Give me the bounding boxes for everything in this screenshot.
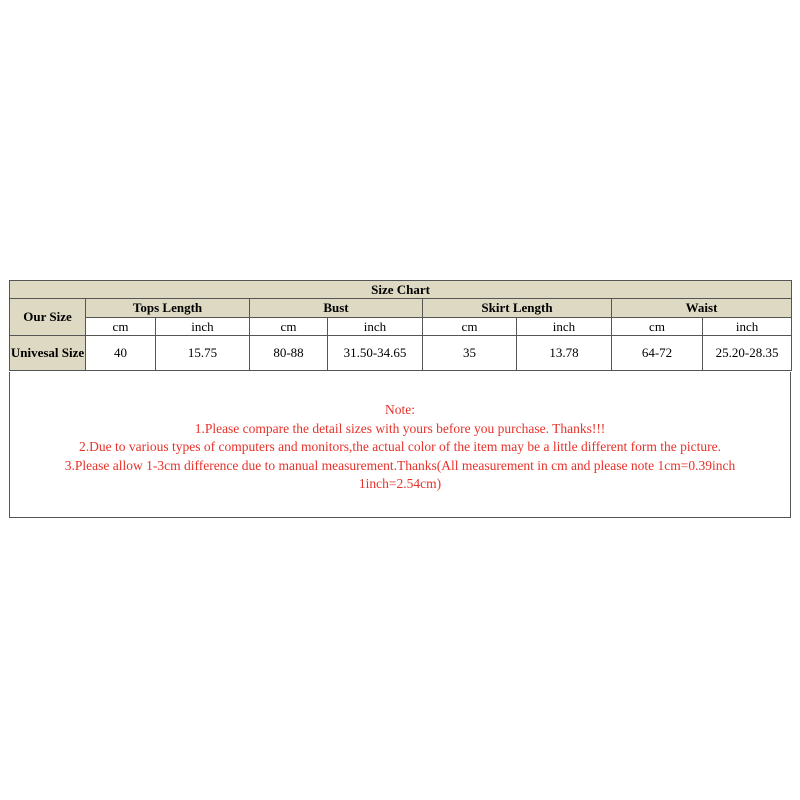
our-size-header: Our Size <box>10 299 86 336</box>
note-heading: Note: <box>385 402 415 417</box>
unit-header: cm <box>423 318 517 336</box>
group-header-waist: Waist <box>612 299 792 318</box>
value-cell: 80-88 <box>250 336 328 371</box>
unit-header: cm <box>86 318 156 336</box>
note-line: 3.Please allow 1-3cm difference due to manual measurement.Thanks(All measurement in cm and please note 1cm=0.39inch <box>64 457 736 473</box>
value-cell: 40 <box>86 336 156 371</box>
value-cell: 25.20-28.35 <box>703 336 792 371</box>
size-name-cell: Univesal Size <box>10 336 86 371</box>
note-line: 2.Due to various types of computers and monitors,the actual color of the item may be a little different form the picture. <box>79 439 721 454</box>
note-line: 1.Please compare the detail sizes with yours before you purchase. Thanks!!! <box>194 420 606 436</box>
value-cell: 35 <box>423 336 517 371</box>
table-row <box>10 336 792 371</box>
note-box <box>9 372 791 518</box>
size-chart-table <box>9 280 792 371</box>
unit-header: cm <box>250 318 328 336</box>
note-line: 1inch=2.54cm) <box>358 476 442 491</box>
unit-header: inch <box>328 318 423 336</box>
value-cell: 15.75 <box>156 336 250 371</box>
unit-header: inch <box>703 318 792 336</box>
unit-header: inch <box>517 318 612 336</box>
size-chart <box>9 280 791 371</box>
unit-header: cm <box>612 318 703 336</box>
group-header-skirt-length: Skirt Length <box>423 299 612 318</box>
group-header-bust: Bust <box>250 299 423 318</box>
unit-header: inch <box>156 318 250 336</box>
size-chart-title: Size Chart <box>10 281 792 299</box>
value-cell: 13.78 <box>517 336 612 371</box>
value-cell: 64-72 <box>612 336 703 371</box>
value-cell: 31.50-34.65 <box>328 336 423 371</box>
group-header-tops-length: Tops Length <box>86 299 250 318</box>
